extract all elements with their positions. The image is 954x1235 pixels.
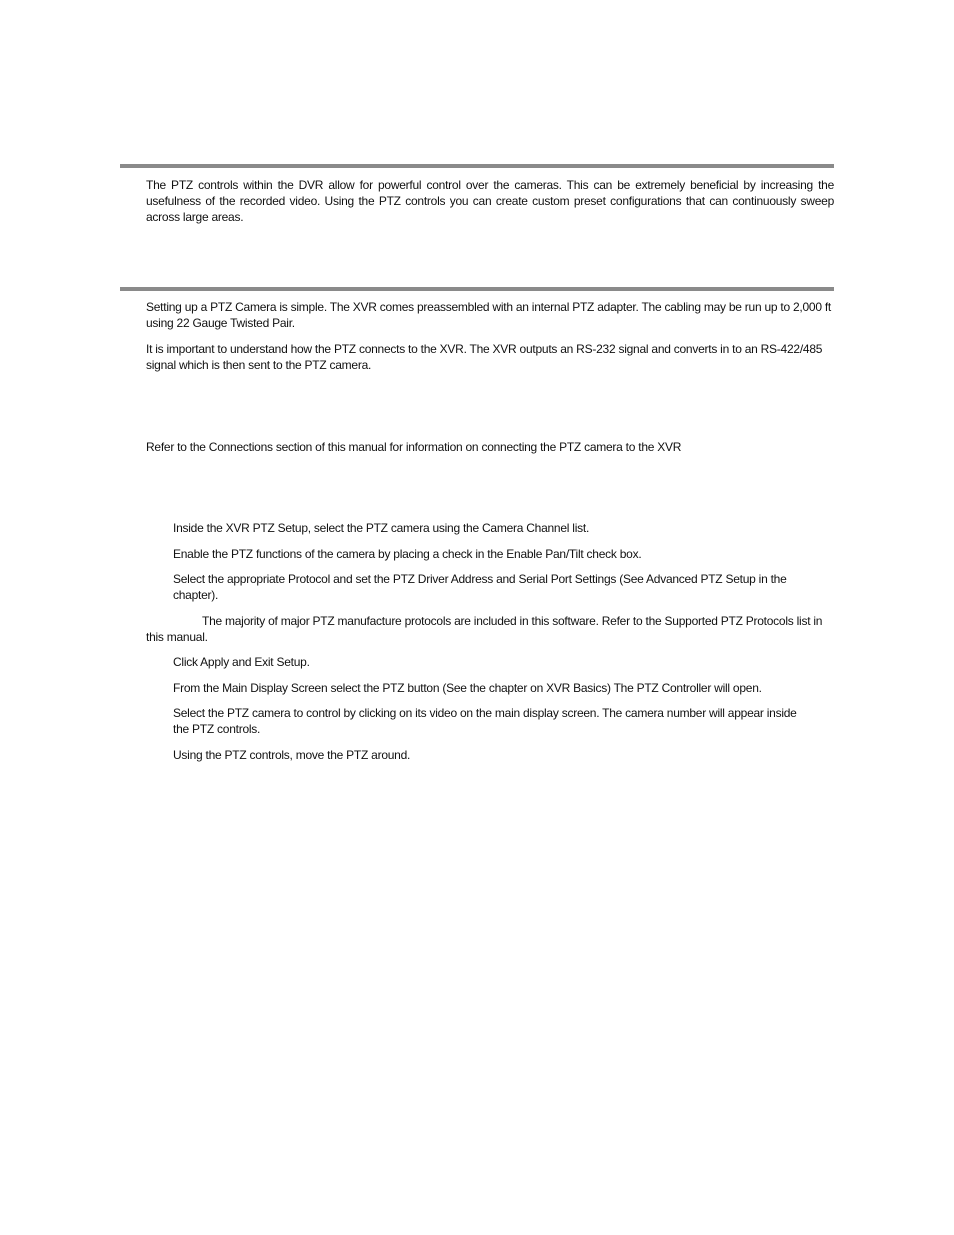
step-6: Select the PTZ camera to control by clicking on its video on the main display screen. The camera number will appear inside the PTZ controls. bbox=[173, 706, 797, 736]
connections-reference: Refer to the Connections section of this manual for information on connecting the PTZ camera to the XVR bbox=[146, 440, 682, 454]
section-divider-setup bbox=[120, 287, 834, 291]
step-1: Inside the XVR PTZ Setup, select the PTZ camera using the Camera Channel list. bbox=[173, 521, 590, 535]
step-5: From the Main Display Screen select the PTZ button (See the chapter on XVR Basics) The PTZ Controller will open. bbox=[173, 681, 762, 695]
step-4: Click Apply and Exit Setup. bbox=[173, 655, 310, 669]
section-divider-intro bbox=[120, 164, 834, 168]
step-7: Using the PTZ controls, move the PTZ around. bbox=[173, 748, 411, 762]
step-3: Select the appropriate Protocol and set the PTZ Driver Address and Serial Port Settings (See Advanced PTZ Setup in the chapter). bbox=[173, 572, 787, 602]
intro-paragraph: The PTZ controls within the DVR allow for powerful control over the cameras. This can be extremely beneficial by increasing the usefulness of the recorded video. Using the PTZ controls you can create custom preset configurations that can continuously sweep across large areas. bbox=[146, 178, 834, 224]
setup-paragraph-2: It is important to understand how the PTZ connects to the XVR. The XVR outputs an RS-232 signal and converts in to an RS-422/485 signal which is then sent to the PTZ camera. bbox=[146, 342, 823, 372]
step-2: Enable the PTZ functions of the camera by placing a check in the Enable Pan/Tilt check box. bbox=[173, 547, 642, 561]
setup-paragraph-1: Setting up a PTZ Camera is simple. The XVR comes preassembled with an internal PTZ adapter. The cabling may be run up to 2,000 ft using 22 Gauge Twisted Pair. bbox=[146, 300, 832, 330]
protocol-note: The majority of major PTZ manufacture protocols are included in this software. Refer to the Supported PTZ Protocols list in this manual. bbox=[146, 614, 823, 644]
